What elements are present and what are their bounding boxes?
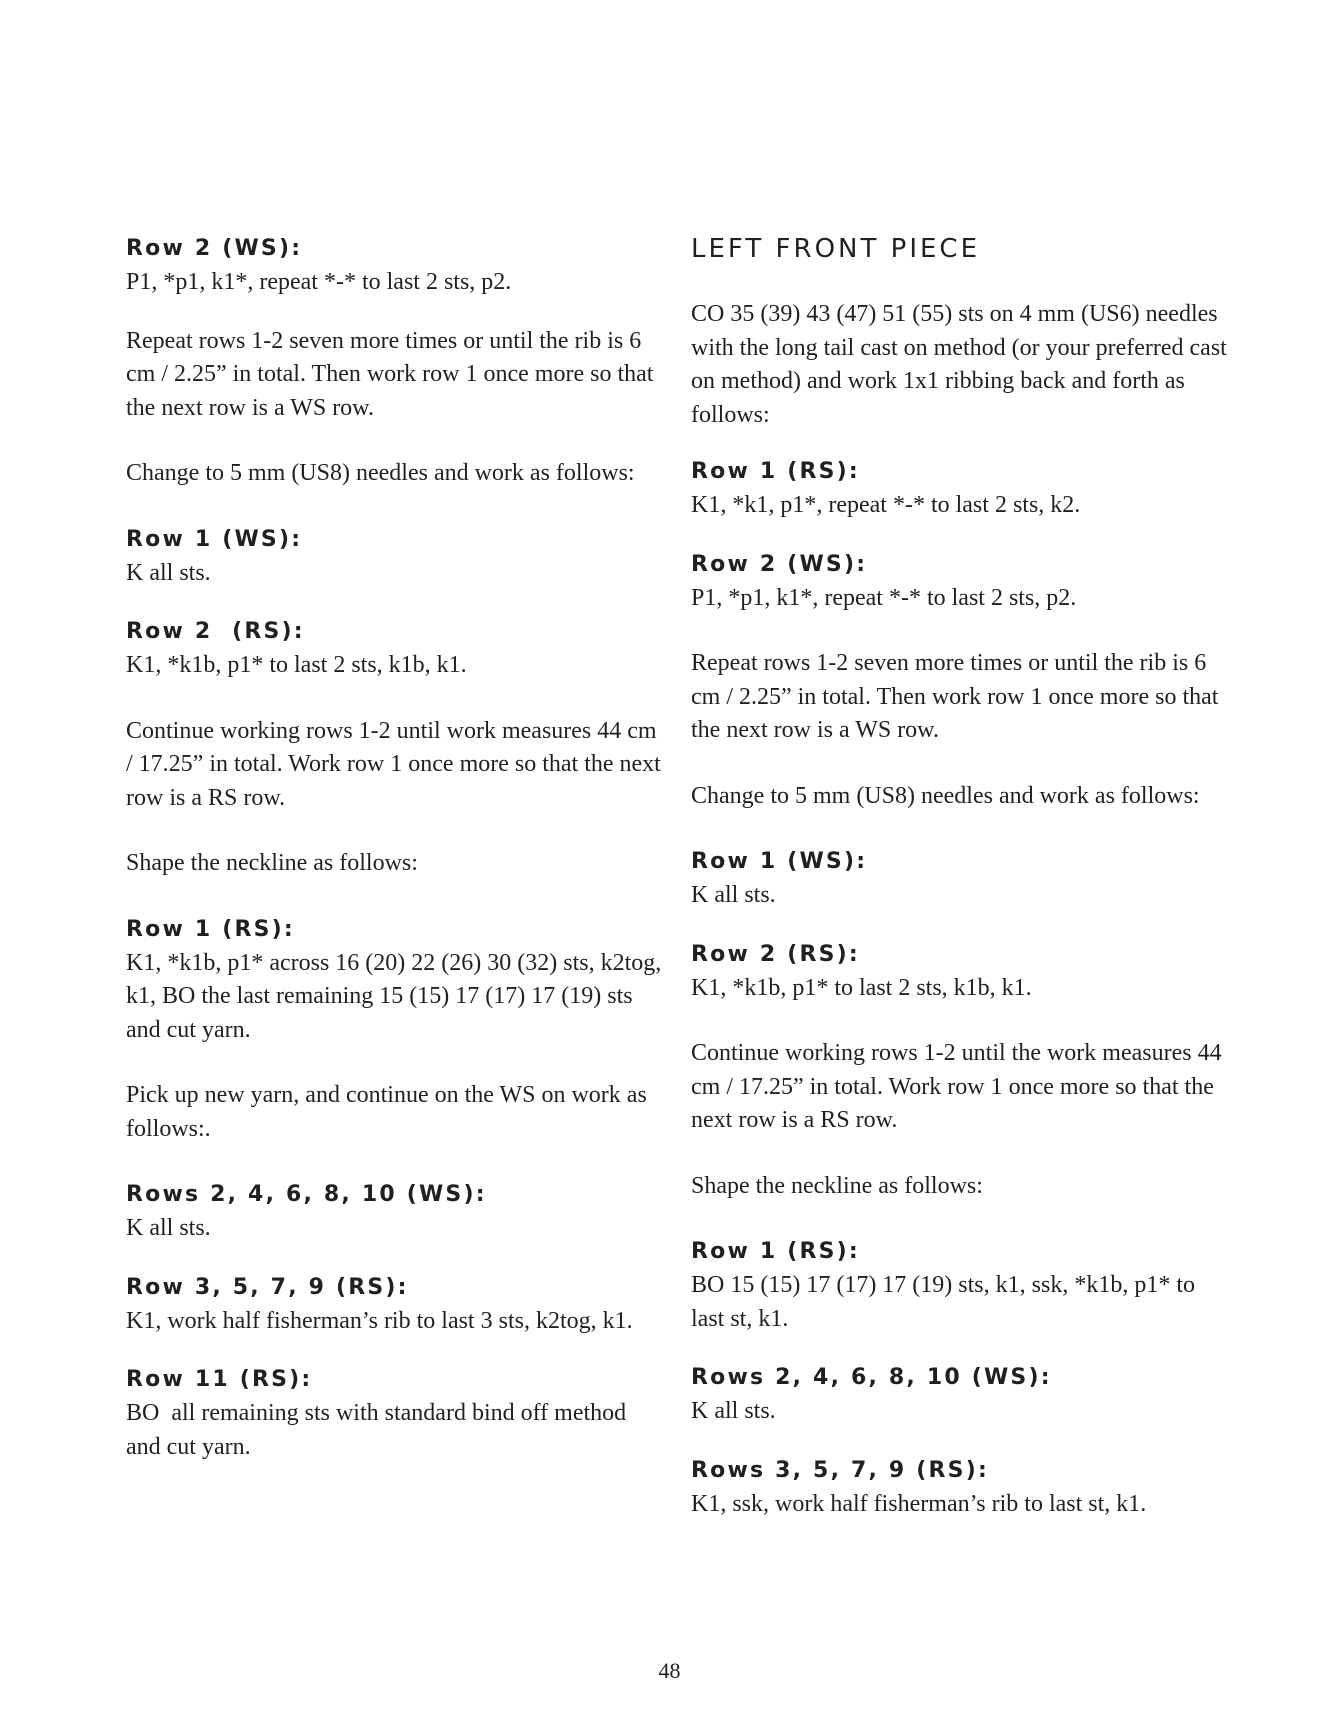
row-heading: Row 1 (WS):: [126, 526, 303, 552]
instruction-block: [126, 232, 666, 300]
row-heading: Row 3, 5, 7, 9 (RS):: [126, 1274, 409, 1300]
row-instruction: K1, *k1b, p1* to last 2 sts, k1b, k1.: [691, 974, 1032, 1001]
paragraph: Continue working rows 1-2 until the work measures 44 cm / 17.25” in total. Work row 1 once more so that the next row is a RS row.: [691, 1040, 1222, 1133]
instruction-block: [691, 938, 1231, 1006]
row-heading: Rows 3, 5, 7, 9 (RS):: [691, 1457, 989, 1483]
row-heading: Rows 2, 4, 6, 8, 10 (WS):: [691, 1365, 1052, 1390]
row-instruction: K all sts.: [691, 882, 776, 908]
paragraph: Change to 5 mm (US8) needles and work as follows:: [126, 460, 635, 486]
row-instruction: K1, *k1, p1*, repeat *-* to last 2 sts, k2.: [691, 492, 1081, 518]
instruction-block: [691, 1454, 1231, 1522]
instruction-block: [126, 1271, 666, 1339]
row-heading: Row 1 (RS):: [691, 459, 860, 484]
instruction-block: [126, 1363, 666, 1464]
right-column: [691, 232, 1231, 1546]
instruction-block: [691, 1235, 1231, 1336]
row-heading: Row 1 (WS):: [691, 849, 868, 874]
row-instruction: K all sts.: [126, 1215, 211, 1241]
paragraph: Continue working rows 1-2 until work measures 44 cm / 17.25” in total. Work row 1 once more so that the next row is a RS row.: [126, 717, 661, 811]
row-instruction: P1, *p1, k1*, repeat *-* to last 2 sts, p2.: [691, 584, 1077, 611]
row-heading: Row 2 (RS):: [691, 941, 860, 967]
row-heading: Row 1 (RS):: [691, 1239, 860, 1264]
instruction-block: [691, 455, 1231, 523]
instruction-block: [126, 1178, 666, 1246]
instruction-block: [126, 913, 666, 1048]
paragraph: Pick up new yarn, and continue on the WS on work as follows:.: [126, 1082, 647, 1142]
row-heading: Row 11 (RS):: [126, 1367, 313, 1392]
section-title: LEFT FRONT PIECE: [691, 234, 980, 264]
paragraph: Shape the neckline as follows:: [691, 1172, 983, 1199]
row-instruction: P1, *p1, k1*, repeat *-* to last 2 sts, p2.: [126, 269, 512, 295]
paragraph: Repeat rows 1-2 seven more times or until the rib is 6 cm / 2.25” in total. Then work row 1 once more so that the next row is a WS row.: [126, 327, 654, 421]
row-heading: Rows 2, 4, 6, 8, 10 (WS):: [126, 1182, 487, 1207]
row-instruction: K1, *k1b, p1* across 16 (20) 22 (26) 30 (32) sts, k2tog, k1, BO the last remaining 15 (15) 17 (17) 17 (19) sts and cut yarn.: [126, 949, 662, 1043]
row-instruction: K all sts.: [126, 559, 211, 586]
row-instruction: K all sts.: [691, 1398, 776, 1424]
row-heading: Row 2 (WS):: [691, 551, 868, 577]
row-heading: Row 2 (RS):: [126, 619, 305, 644]
page-number: 48: [658, 1658, 681, 1683]
row-instruction: K1, ssk, work half fisherman’s rib to last st, k1.: [691, 1490, 1147, 1517]
left-column: [126, 232, 666, 1489]
paragraph: Repeat rows 1-2 seven more times or until the rib is 6 cm / 2.25” in total. Then work row 1 once more so that the next row is a WS row.: [691, 650, 1219, 743]
row-heading: Row 1 (RS):: [126, 916, 295, 942]
row-heading: Row 2 (WS):: [126, 236, 303, 261]
paragraph: Change to 5 mm (US8) needles and work as follows:: [691, 782, 1200, 809]
instruction-block: [126, 615, 666, 683]
instruction-block: [691, 1361, 1231, 1429]
paragraph: Shape the neckline as follows:: [126, 850, 418, 876]
paragraph: CO 35 (39) 43 (47) 51 (55) sts on 4 mm (US6) needles with the long tail cast on method (or your preferred cast on method) and work 1x1 ribbing back and forth as follows:: [691, 301, 1227, 428]
instruction-block: [126, 523, 666, 591]
instruction-block: [691, 845, 1231, 913]
row-instruction: K1, work half fisherman’s rib to last 3 sts, k2tog, k1.: [126, 1307, 633, 1334]
row-instruction: BO all remaining sts with standard bind off method and cut yarn.: [126, 1400, 633, 1460]
row-instruction: BO 15 (15) 17 (17) 17 (19) sts, k1, ssk, *k1b, p1* to last st, k1.: [691, 1272, 1195, 1332]
instruction-block: [691, 548, 1231, 616]
row-instruction: K1, *k1b, p1* to last 2 sts, k1b, k1.: [126, 652, 467, 678]
